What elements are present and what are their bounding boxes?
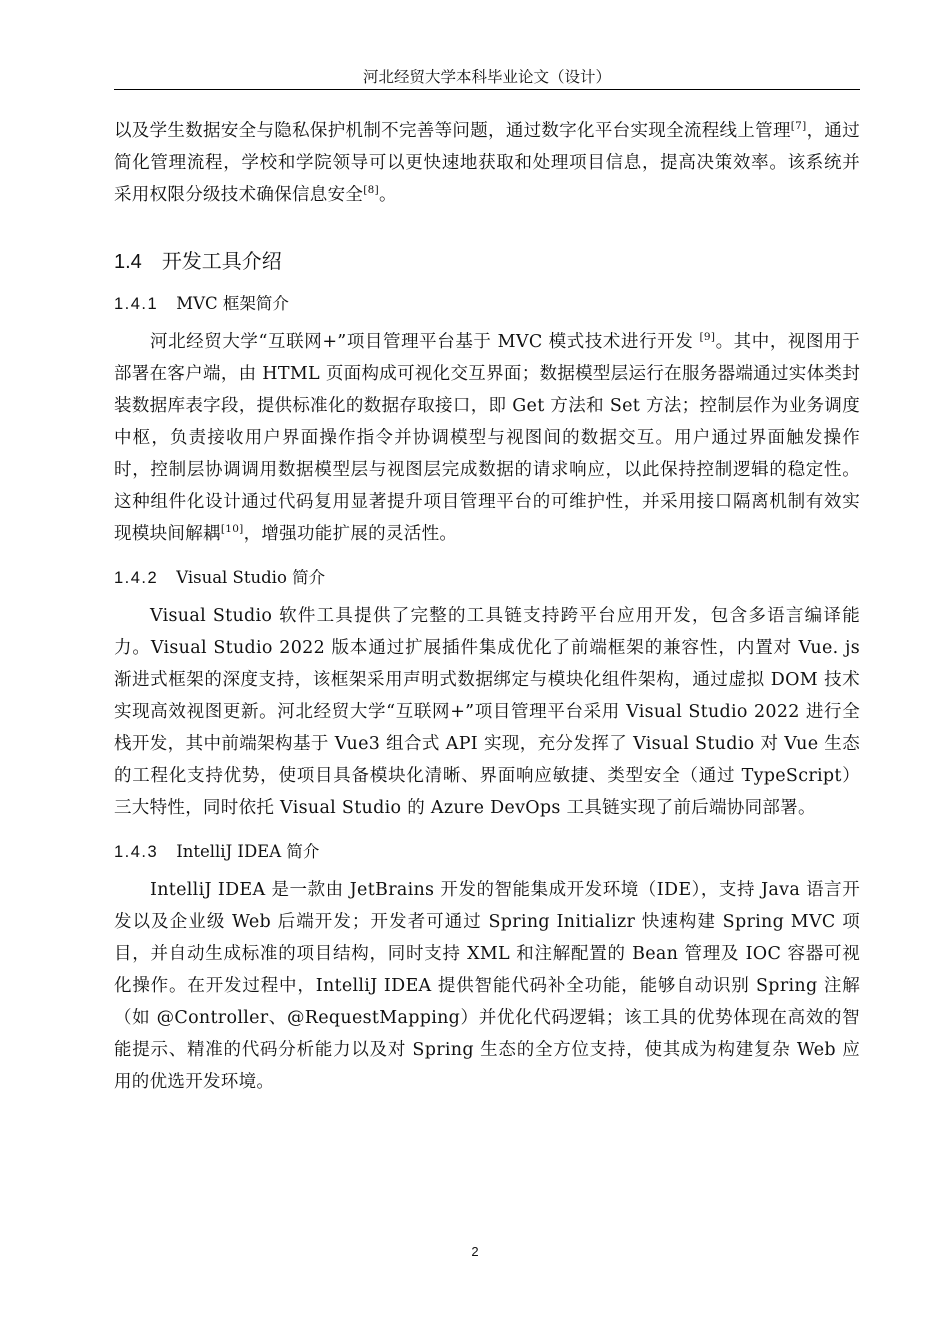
subsection-heading-vs <box>114 566 860 590</box>
section-heading <box>114 247 860 276</box>
continuation-text-3: 。 <box>378 185 397 205</box>
mvc-paragraph <box>114 326 860 550</box>
subsection-title-mvc: MVC 框架简介 <box>176 294 289 313</box>
subsection-title-idea: IntelliJ IDEA 简介 <box>176 842 320 861</box>
continuation-paragraph <box>114 115 860 211</box>
running-header: 河北经贸大学本科毕业论文（设计） <box>362 68 611 86</box>
subsection-heading-mvc <box>114 292 860 316</box>
section-title: 开发工具介绍 <box>161 249 282 273</box>
mvc-text-1: 河北经贸大学“互联网+”项目管理平台基于 MVC 模式技术进行开发 <box>150 332 700 352</box>
subsection-number-idea: 1.4.3 <box>114 843 159 861</box>
idea-paragraph: IntelliJ IDEA 是一款由 JetBrains 开发的智能集成开发环境（IDE），支持 Java 语言开发以及企业级 Web 后端开发；开发者可通过 Spring Initializr 快速构建 Spring MVC 项目，并自动生成标准的项目结构，同时支持 XML 和注解配置的 Bean 管理及 IOC 容器可视化操作。在开发过程中，IntelliJ IDEA 提供智能代码补全功能，能够自动识别 Spring 注解（如 @Controller、@RequestMapping）并优化代码逻辑；该工具的优势体现在高效的智能提示、精准的代码分析能力以及对 Spring 生态的全方位支持，使其成为构建复杂 Web 应用的优选开发环境。 <box>114 880 860 1092</box>
subsection-title-vs: Visual Studio 简介 <box>176 568 326 587</box>
subsection-heading-idea <box>114 840 860 864</box>
mvc-text-3: ，增强功能扩展的灵活性。 <box>243 524 458 544</box>
citation-9: [9] <box>699 331 716 343</box>
subsection-number-mvc: 1.4.1 <box>114 295 159 313</box>
citation-8: [8] <box>363 184 379 196</box>
vs-paragraph: Visual Studio 软件工具提供了完整的工具链支持跨平台应用开发，包含多语言编译能力。Visual Studio 2022 版本通过扩展插件集成优化了前端框架的兼容性，内置对 Vue. js 渐进式框架的深度支持，该框架采用声明式数据绑定与模块化组件架构，通过虚拟 DOM 技术实现高效视图更新。河北经贸大学“互联网+”项目管理平台采用 Visual Studio 2022 进行全栈开发，其中前端架构基于 Vue3 组合式 API 实现，充分发挥了 Visual Studio 对 Vue 生态的工程化支持优势，使项目具备模块化清晰、界面响应敏捷、类型安全（通过 TypeScript）三大特性，同时依托 Visual Studio 的 Azure DevOps 工具链实现了前后端协同部署。 <box>114 606 860 818</box>
section-number: 1.4 <box>114 251 142 273</box>
citation-7: [7] <box>790 120 807 132</box>
continuation-text-1: 以及学生数据安全与隐私保护机制不完善等问题，通过数字化平台实现全流程线上管理 <box>114 121 791 141</box>
citation-10: [10] <box>220 523 244 535</box>
page-number: 2 <box>471 1244 479 1259</box>
subsection-number-vs: 1.4.2 <box>114 569 159 587</box>
header-rule <box>114 89 860 90</box>
continuation-text-2: ，通过简化管理流程，学校和学院领导可以更快速地获取和处理项目信息，提高决策效率。该系统并采用权限分级技术确保信息安全 <box>114 121 860 205</box>
page-content <box>114 115 860 1098</box>
mvc-text-2: 。其中，视图用于部署在客户端，由 HTML 页面构成可视化交互界面；数据模型层运行在服务器端通过实体类封装数据库表字段，提供标准化的数据存取接口，即 Get 方法和 Set 方法；控制层作为业务调度中枢，负责接收用户界面操作指令并协调模型与视图间的数据交互。用户通过界面触发操作时，控制层协调调用数据模型层与视图层完成数据的请求响应，以此保持控制逻辑的稳定性。这种组件化设计通过代码复用显著提升项目管理平台的可维护性，并采用接口隔离机制有效实现模块间解耦 <box>114 332 860 544</box>
